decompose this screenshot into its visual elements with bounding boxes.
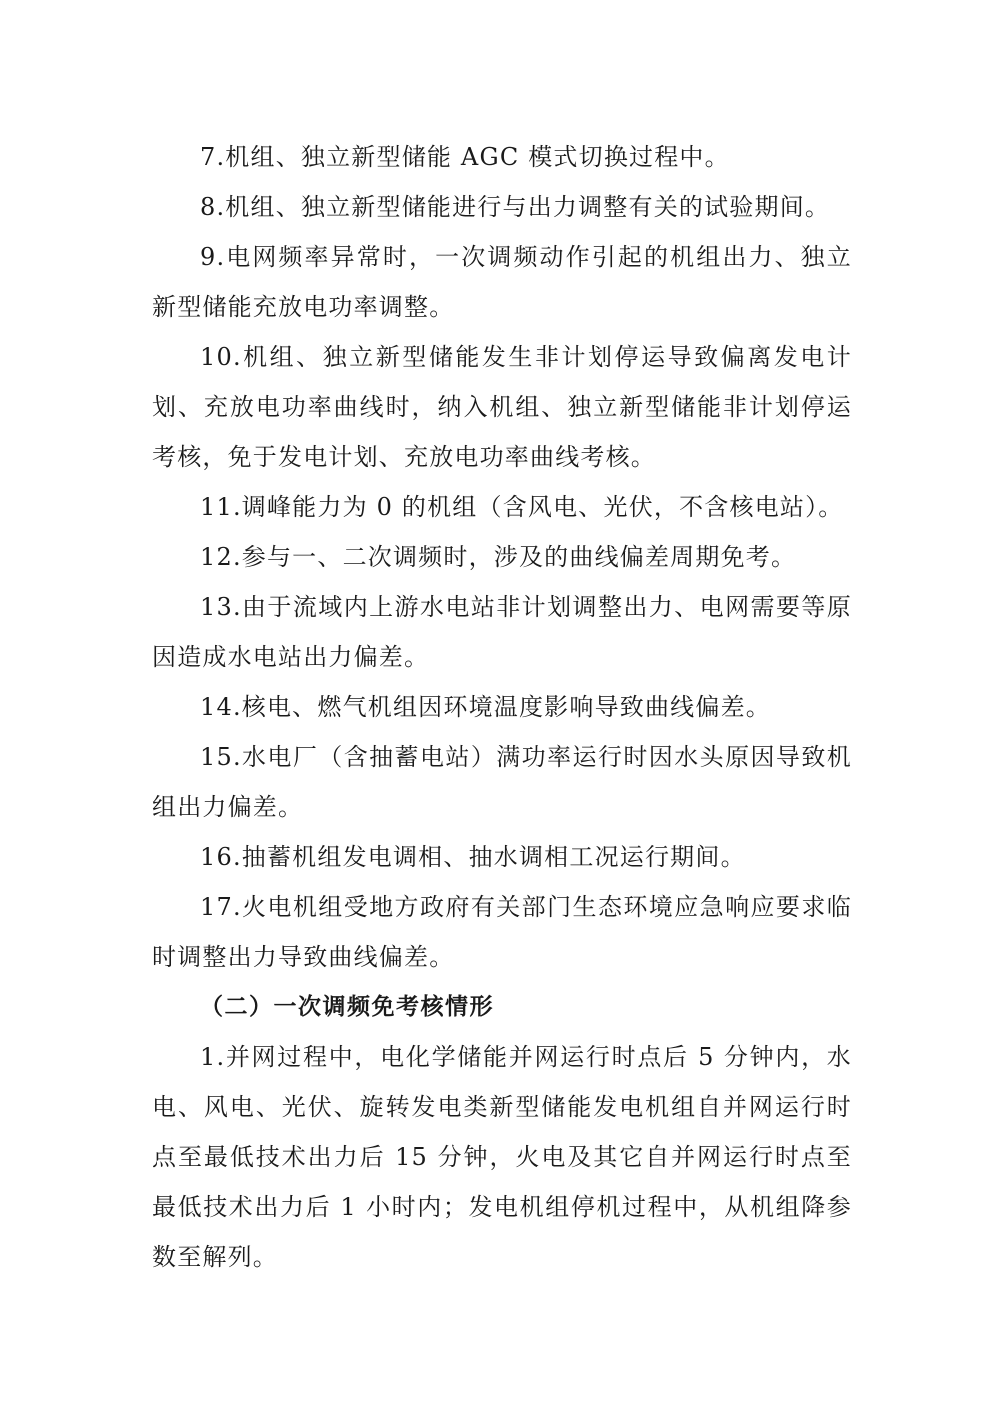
paragraph-item-16: 16.抽蓄机组发电调相、抽水调相工况运行期间。 bbox=[200, 843, 746, 871]
section-heading: （二）一次调频免考核情形 bbox=[200, 994, 494, 1020]
paragraph-item-10: 10.机组、独立新型储能发生非计划停运导致偏离发电计划、充放电功率曲线时，纳入机组、独立新型储能非计划停运考核，免于发电计划、充放电功率曲线考核。 bbox=[152, 343, 852, 471]
paragraph-item-9: 9.电网频率异常时，一次调频动作引起的机组出力、独立新型储能充放电功率调整。 bbox=[152, 243, 852, 321]
paragraph-item-8: 8.机组、独立新型储能进行与出力调整有关的试验期间。 bbox=[200, 193, 831, 221]
section-paragraph-1: 1.并网过程中，电化学储能并网运行时点后 5 分钟内，水电、风电、光伏、旋转发电类新型储能发电机组自并网运行时点至最低技术出力后 15 分钟，火电及其它自并网运行时点至最低技术出力后 1 小时内；发电机组停机过程中，从机组降参数至解列。 bbox=[152, 1043, 852, 1271]
document-body bbox=[152, 132, 852, 1282]
paragraph-item-17: 17.火电机组受地方政府有关部门生态环境应急响应要求临时调整出力导致曲线偏差。 bbox=[152, 893, 852, 971]
paragraph-item-12: 12.参与一、二次调频时，涉及的曲线偏差周期免考。 bbox=[200, 543, 797, 571]
paragraph-item-13: 13.由于流域内上游水电站非计划调整出力、电网需要等原因造成水电站出力偏差。 bbox=[152, 593, 852, 671]
paragraph-item-7: 7.机组、独立新型储能 AGC 模式切换过程中。 bbox=[200, 143, 730, 171]
paragraph-item-15: 15.水电厂（含抽蓄电站）满功率运行时因水头原因导致机组出力偏差。 bbox=[152, 743, 852, 821]
paragraph-item-14: 14.核电、燃气机组因环境温度影响导致曲线偏差。 bbox=[200, 693, 771, 721]
paragraph-item-11: 11.调峰能力为 0 的机组（含风电、光伏，不含核电站）。 bbox=[200, 493, 844, 521]
